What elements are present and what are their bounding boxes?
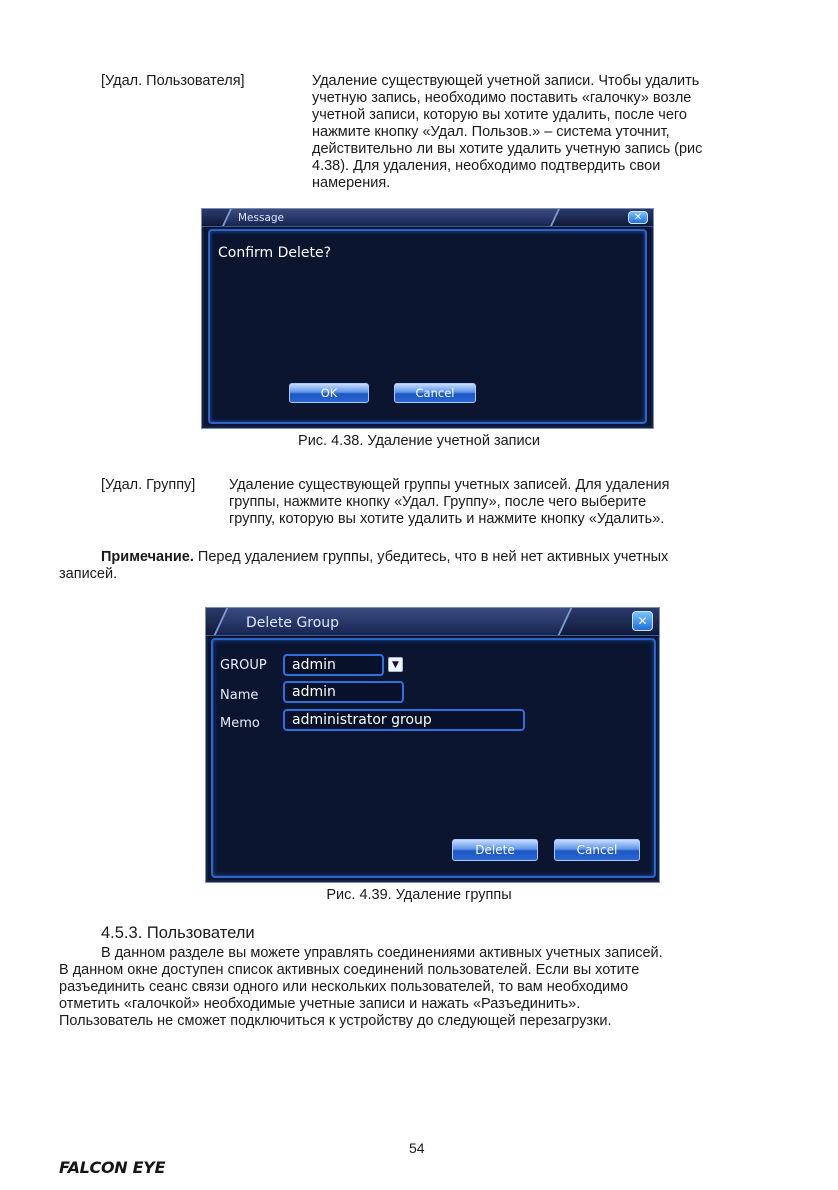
cancel-button[interactable]: Cancel	[554, 839, 640, 861]
dialog-title: Delete Group	[246, 615, 340, 631]
section-heading: 4.5.3. Пользователи	[101, 924, 255, 942]
memo-field[interactable]: administrator group	[283, 709, 525, 731]
paragraph-line: В данном разделе вы можете управлять соединениями активных учетных записей.	[101, 945, 663, 961]
text-line: Удаление существующей учетной записи. Чтобы удалить	[312, 73, 700, 89]
paragraph-line: разъединить сеанс связи одного или нескольких пользователей, то вам необходимо	[59, 979, 629, 995]
dialog-titlebar	[202, 209, 653, 227]
note-label: Примечание.	[101, 549, 194, 565]
close-icon[interactable]: ✕	[628, 211, 648, 224]
dialog-titlebar	[206, 608, 659, 636]
delete-group-dialog	[205, 607, 660, 883]
name-label: Name	[220, 688, 259, 703]
text-line: группы, нажмите кнопку «Удал. Группу», после чего выберите	[229, 494, 647, 510]
caption-fig438: Рис. 4.38. Удаление учетной записи	[298, 433, 540, 449]
note-text-cont: записей.	[59, 566, 118, 582]
close-icon[interactable]: ✕	[632, 611, 653, 631]
note-paragraph	[101, 549, 668, 566]
term-delete-group: [Удал. Группу]	[101, 477, 196, 493]
text-line: учетную запись, необходимо поставить «галочку» возле	[312, 90, 692, 106]
delete-button[interactable]: Delete	[452, 839, 538, 861]
chevron-down-icon[interactable]: ▼	[388, 657, 403, 672]
paragraph-line: Пользователь не сможет подключиться к устройству до следующей перезагрузки.	[59, 1013, 612, 1029]
desc-delete-group	[229, 477, 789, 528]
text-line: нажмите кнопку «Удал. Пользов.» – система уточнит,	[312, 124, 670, 140]
paragraph-line: В данном окне доступен список активных соединений пользователей. Если вы хотите	[59, 962, 640, 978]
name-field[interactable]: admin	[283, 681, 404, 703]
cancel-button[interactable]: Cancel	[394, 383, 476, 403]
page-number: 54	[409, 1140, 425, 1156]
brand-logo: FALCON EYE	[59, 1158, 166, 1177]
caption-fig439: Рис. 4.39. Удаление группы	[326, 887, 512, 903]
text-line: Удаление существующей группы учетных записей. Для удаления	[229, 477, 670, 493]
group-label: GROUP	[220, 658, 267, 673]
text-line: намерения.	[312, 175, 391, 191]
ok-button[interactable]: OK	[289, 383, 369, 403]
desc-delete-user	[312, 73, 792, 192]
term-delete-user: [Удал. Пользователя]	[101, 73, 245, 89]
group-select[interactable]: admin	[283, 654, 384, 676]
paragraph-line: отметить «галочкой» необходимые учетные записи и нажать «Разъединить».	[59, 996, 581, 1012]
confirm-message: Confirm Delete?	[218, 245, 332, 261]
message-dialog	[201, 208, 654, 429]
text-line: учетной записи, которую вы хотите удалить, после чего	[312, 107, 687, 123]
memo-label: Memo	[220, 716, 260, 731]
note-text: Перед удалением группы, убедитесь, что в ней нет активных учетных	[193, 549, 669, 565]
text-line: действительно ли вы хотите удалить учетную запись (рис	[312, 141, 703, 157]
dialog-title: Message	[238, 212, 285, 224]
text-line: группу, которую вы хотите удалить и нажмите кнопку «Удалить».	[229, 511, 665, 527]
text-line: 4.38). Для удаления, необходимо подтвердить свои	[312, 158, 661, 174]
